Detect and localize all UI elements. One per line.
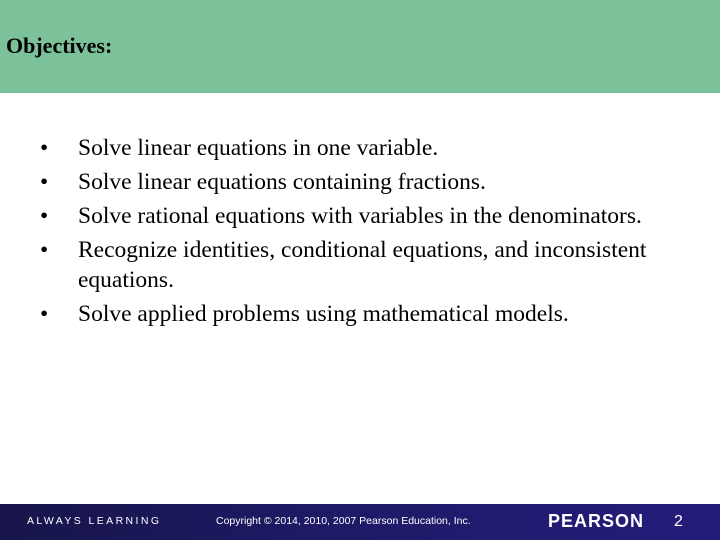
objectives-list [40, 133, 700, 333]
bullet-icon: • [40, 203, 49, 229]
bullet-icon: • [40, 169, 49, 195]
list-item-text: Solve linear equations containing fractions. [78, 169, 486, 195]
list-item [40, 133, 700, 163]
list-item [40, 201, 700, 231]
bullet-icon: • [40, 237, 49, 263]
list-item [40, 167, 700, 197]
slide-title: Objectives: [6, 33, 113, 58]
page-number: 2 [674, 513, 683, 530]
slide-header [0, 0, 720, 93]
list-item-text: Recognize identities, conditional equations, and inconsistent equations. [78, 237, 647, 293]
list-item-text: Solve applied problems using mathematical models. [78, 301, 569, 327]
slide-footer [0, 504, 720, 540]
list-item [40, 235, 700, 295]
list-item [40, 299, 700, 329]
bullet-icon: • [40, 301, 49, 327]
list-item-text: Solve linear equations in one variable. [78, 135, 439, 161]
bullet-icon: • [40, 135, 49, 161]
footer-tagline: ALWAYS LEARNING [27, 515, 162, 527]
list-item-text: Solve rational equations with variables in the denominators. [78, 203, 642, 229]
pearson-logo: PEARSON [548, 511, 645, 531]
footer-copyright: Copyright © 2014, 2010, 2007 Pearson Education, Inc. [216, 515, 471, 527]
